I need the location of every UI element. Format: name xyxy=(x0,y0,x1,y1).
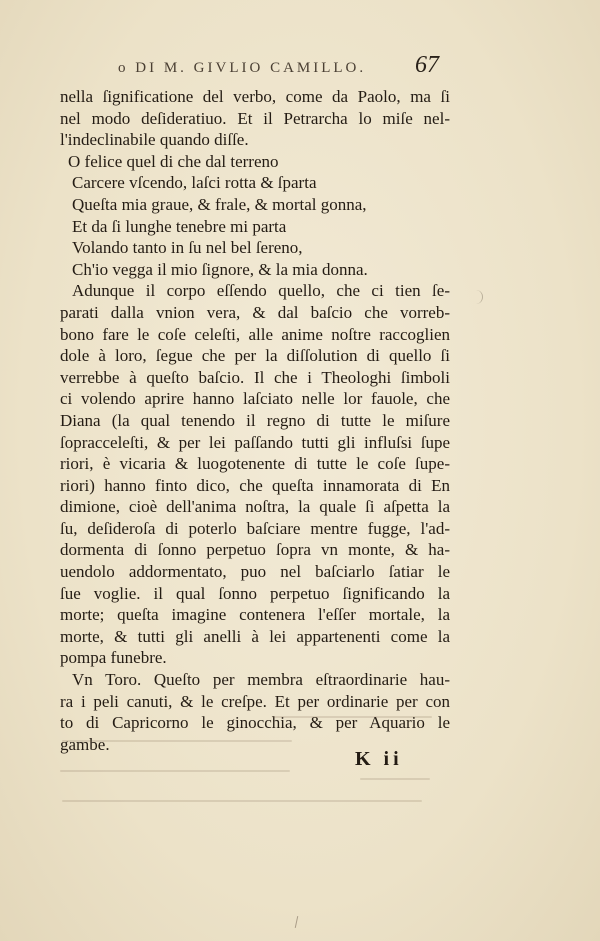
text-line: Diana (la qual tenendo il regno di tutte le miſure xyxy=(60,410,450,430)
text-line: parati dalla vnion vera, & dal baſcio che vorreb- xyxy=(60,302,450,322)
verse-line: Ch'io vegga il mio ſignore, & la mia donna. xyxy=(72,259,368,279)
text-line: Vn Toro. Queſto per membra eſtraordinarie hau- xyxy=(72,670,450,690)
text-line: to di Capricorno le ginocchia, & per Aquario le xyxy=(60,713,450,733)
show-through-mark xyxy=(60,770,290,772)
signature-mark: K ii xyxy=(355,748,403,770)
text-line: dimione, cioè dell'anima noſtra, la quale ſi aſpetta la xyxy=(60,497,450,517)
text-line: nel modo deſideratiuo. Et il Petrarcha lo miſe nel- xyxy=(60,108,450,128)
text-line: l'indeclinabile quando diſſe. xyxy=(60,130,249,150)
verse-line: Carcere vſcendo, laſci rotta & ſparta xyxy=(72,173,317,193)
text-line: verrebbe à queſto baſcio. Il che i Theologhi ſimboli xyxy=(60,367,450,387)
text-line: ci volendo aprire hanno laſciato nelle lor fauole, che xyxy=(60,389,450,409)
verse-line: O felice quel di che dal terreno xyxy=(68,151,279,171)
running-title: o DI M. GIVLIO CAMILLO. xyxy=(118,60,367,76)
text-line: riori) hanno finto dico, che queſta innamorata di En xyxy=(60,475,450,495)
show-through-mark xyxy=(272,716,432,718)
text-line: ſue voglie. il qual ſonno perpetuo ſignificando la xyxy=(60,583,450,603)
text-line: dole à loro, ſegue che per la diſſolution di quello ſi xyxy=(60,346,450,366)
text-line: dormenta di ſonno perpetuo ſopra vn monte, & ha- xyxy=(60,540,450,560)
text-line: gambe. xyxy=(60,734,110,754)
show-through-mark xyxy=(62,800,422,802)
text-line: morte, & tutti gli anelli à lei appartenenti come la xyxy=(60,626,450,646)
text-line: ſopracceleſti, & per lei paſſando tutti gli influſsi ſupe xyxy=(60,432,450,452)
text-line: ſu, deſideroſa di poterlo baſciare mentre fugge, l'ad- xyxy=(60,518,450,538)
text-line: pompa funebre. xyxy=(60,648,167,668)
paper-mark xyxy=(295,916,298,928)
body-text xyxy=(60,86,450,755)
text-line: ra i peli canuti, & le creſpe. Et per ordinarie per con xyxy=(60,691,450,711)
text-line: Adunque il corpo eſſendo quello, che ci tien ſe- xyxy=(72,281,450,301)
text-line: uendolo addormentato, puo nel baſciarlo ſatiar le xyxy=(60,562,450,582)
verse-line: Queſta mia graue, & frale, & mortal gonna, xyxy=(72,194,367,214)
paper-mark xyxy=(472,290,483,304)
text-line: morte; queſta imagine contenera l'eſſer mortale, la xyxy=(60,605,450,625)
verse-line: Volando tanto in ſu nel bel ſereno, xyxy=(72,238,303,258)
show-through-mark xyxy=(62,740,292,742)
verse-line: Et da ſi lunghe tenebre mi parta xyxy=(72,216,287,236)
text-line: riori, è vicaria & luogotenente di tutte le coſe ſupe- xyxy=(60,454,450,474)
text-line: nella ſignificatione del verbo, come da Paolo, ma ſi xyxy=(60,87,450,106)
page-number: 67 xyxy=(415,52,439,78)
text-line: bono fare le coſe celeſti, alle anime noſtre raccoglien xyxy=(60,324,450,344)
show-through-mark xyxy=(360,778,430,780)
